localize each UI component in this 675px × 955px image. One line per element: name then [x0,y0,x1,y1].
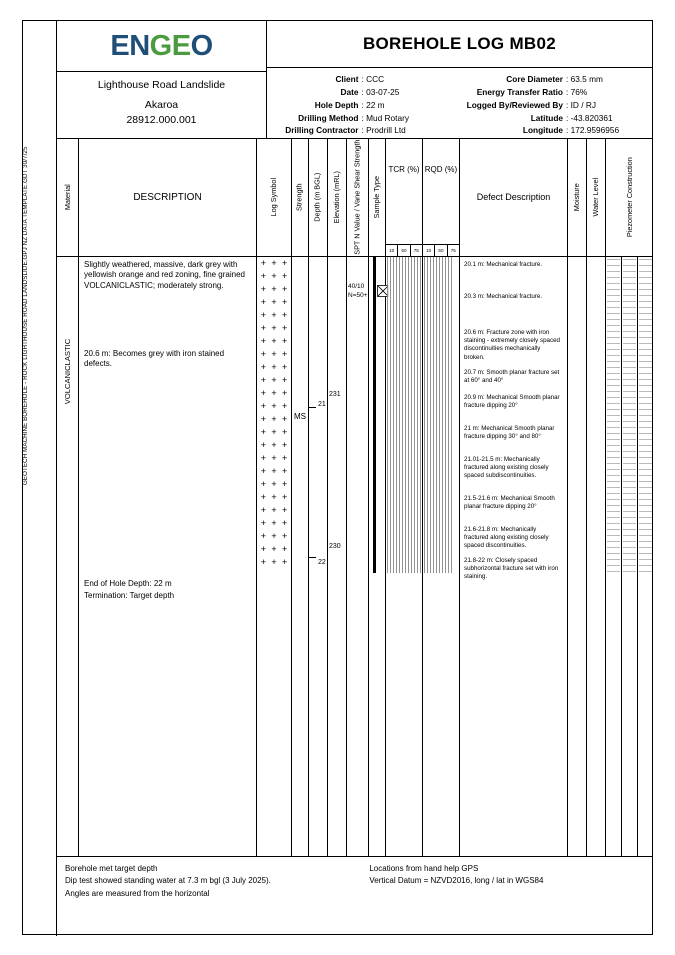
col-piezometer-1 [606,257,622,856]
colhead-water-level [587,139,606,256]
meta-value: : Prodrill Ltd [361,125,406,136]
depth-tick [309,407,316,408]
colhead-label: Elevation (mRL) [331,171,341,224]
colhead-material [57,139,79,256]
colhead-tcr [386,139,423,256]
header-site-block [57,71,266,138]
colhead-defect [460,139,568,256]
header [57,21,652,139]
col-rqd [423,257,460,856]
project-number: 28912.000.001 [126,114,197,126]
colhead-depth [309,139,328,256]
colhead-elevation [328,139,347,256]
meta-row [466,87,647,97]
col-material [57,257,79,856]
meta-value: : CCC [361,74,385,84]
colhead-label: Water Level [590,178,600,217]
colhead-label: DESCRIPTION [133,191,202,203]
site-name: Lighthouse Road Landslide [97,79,226,91]
footer-notes-left [57,857,361,934]
depth-tick-label: 21 [318,401,326,408]
colhead-label: RQD (%) [424,165,458,174]
colhead-label: Defect Description [476,192,551,203]
footer-notes-right [361,857,652,934]
defect-entry: 20.6 m: Fracture zone with iron staining - extremely closely spaced discontinuities mechanically broken. [464,329,560,361]
borehole-log-sheet [22,20,653,935]
depth-tick [309,557,316,558]
defect-entry: 20.7 m: Smooth planar fracture set at 60° and 40° [464,369,560,385]
colhead-description [79,139,257,256]
defect-entry: 21.6-21.8 m: Mechanically fractured along existing closely spaced discontinuities. [464,526,549,550]
meta-label: Longitude [522,125,563,136]
meta-row [273,113,454,123]
col-sample-type [369,257,386,856]
footer-note: Vertical Datum = NZVD2016, long / lat in WGS84 [369,876,544,886]
tcr-tick: 50 [398,245,410,256]
meta-row [273,87,454,97]
meta-label: Core Diameter [506,74,563,84]
tcr-fill [387,257,422,573]
piezo-pattern [639,257,653,573]
defect-entry: 20.1 m: Mechanical fracture. [464,261,543,268]
meta-value: : 76% [566,86,588,97]
colhead-rqd [423,139,460,256]
termination-text: Termination: Target depth [84,591,175,600]
meta-label: Logged By/Reviewed By [466,99,563,110]
colhead-label: Strength [294,183,304,212]
meta-value: : 22 m [361,99,385,110]
defect-entry: 20.3 m: Mechanical fracture. [464,293,543,300]
col-defect [460,257,568,856]
tcr-tick-row [386,244,422,256]
col-log-symbol [257,257,292,856]
defect-entry: 20.9 m: Mechanical Smooth planar fracture dipping 20° [464,394,560,410]
elevation-label: 230 [329,543,341,550]
col-elevation [328,257,347,856]
meta-label: Drilling Method [298,112,359,123]
meta-value: : 172.9596956 [566,125,620,136]
col-strength [292,257,309,856]
colhead-piezometer [606,139,654,256]
col-spt [347,257,369,856]
col-description [79,257,257,856]
footer-note: Borehole met target depth [65,864,158,873]
defect-entry: 21 m: Mechanical Smooth planar fracture dipping 30° and 80° [464,425,555,441]
colhead-sample-type [369,139,386,256]
meta-row [273,74,454,84]
header-right [267,21,652,138]
description-main: Slightly weathered, massive, dark grey with yellowish orange and red zoning, fine grained VOLCANICLASTIC; moderately strong. [84,260,245,290]
tcr-tick: 75 [413,248,419,253]
col-piezometer-3 [638,257,654,856]
colhead-spt [347,139,369,256]
colhead-label: Moisture [571,183,581,212]
meta-value: : ID / RJ [566,99,596,110]
material-label-wrap [57,338,78,405]
spt-value-secondary: N=50+ [348,292,368,299]
meta-label: Energy Transfer Ratio [476,86,563,97]
depth-tick-label: 22 [318,559,326,566]
meta-value: : 03-07-25 [361,86,400,97]
meta-label: Latitude [530,112,563,123]
meta-row [273,100,454,110]
meta-value: : Mud Rotary [361,112,409,123]
log-body [57,257,652,856]
strength-marker: MS [294,412,306,421]
file-path-sidetext: GEOTECH MACHINE BOREHOLE - ROCK LIGHTHOUSE ROAD LANDSLIDE.GPJ NZ DATA TEMPLATE.GDT 30/7/25 [22,146,29,485]
colhead-label: TCR (%) [388,165,420,174]
meta-row [466,100,647,110]
meta-label: Date [340,86,359,97]
colhead-strength [292,139,309,256]
rqd-fill [424,257,454,573]
piezo-pattern [607,257,620,573]
page-title: BOREHOLE LOG MB02 [267,21,652,68]
meta-row [466,125,647,135]
meta-label: Client [335,74,359,84]
footer-note: Dip test showed standing water at 7.3 m bgl (3 July 2025). [65,876,271,886]
meta-column-right [460,74,653,138]
engeo-logo [57,21,266,72]
footer-note: Angles are measured from the horizontal [65,888,210,898]
defect-entry: 21.5-21.6 m: Mechanical Smooth planar fracture dipping 20° [464,495,555,511]
colhead-log-symbol [257,139,292,256]
colhead-label: Sample Type [371,176,381,219]
end-of-hole-text: End of Hole Depth: 22 m [84,579,172,588]
colhead-moisture [568,139,587,256]
meta-column-left [267,74,460,138]
material-label: VOLCANICLASTIC [63,338,73,405]
defect-entry: 21.8-22 m: Closely spaced subhorizontal fracture set with iron staining. [464,557,559,581]
col-piezometer-2 [622,257,638,856]
column-header-band [57,139,652,257]
header-meta [267,68,652,138]
rqd-tick-row [423,244,459,256]
piezo-pattern [623,257,636,573]
elevation-label: 231 [329,391,341,398]
meta-value: : -43.820361 [566,112,613,123]
meta-row [466,74,647,84]
colhead-label: Piezometer Construction [624,157,634,238]
core-run-bar [373,257,376,573]
col-water-level [587,257,606,856]
meta-value: : 63.5 mm [566,74,603,84]
left-margin-strip [23,21,57,936]
colhead-label: Log Symbol [268,178,278,217]
footer-note: Locations from hand help GPS [369,864,479,873]
lithology-pattern: + + + + + + + + + + + + + + + + + + + + + + + + + + + + + + + + + + + + + + + + + + + + + + + + + + + + + + + + + + + + + + + + + + + + + + + + [260,258,288,567]
site-location: Akaroa [144,99,179,111]
tcr-tick: 10 [386,245,398,256]
meta-label: Drilling Contractor [285,125,359,136]
col-depth [309,257,328,856]
defect-entry: 21.01-21.5 m: Mechanically fractured along existing closely spaced subdiscontinuities. [464,456,549,480]
footer [57,856,652,934]
logo-text: ENGEO [110,29,213,62]
colhead-label: SPT N Value / Vane Shear Strength [352,139,362,256]
col-tcr [386,257,423,856]
col-moisture [568,257,587,856]
meta-label: Hole Depth [314,99,359,110]
description-second: 20.6 m: Becomes grey with iron stained defects. [84,349,225,369]
colhead-label: Material [62,184,72,211]
colhead-label: Depth (m BGL) [312,172,322,223]
meta-row [273,125,454,135]
rqd-tick: 75 [450,248,456,253]
header-left [57,21,267,138]
meta-row [466,113,647,123]
rqd-tick: 50 [435,245,447,256]
spt-value: 40/10 [348,283,365,290]
rqd-tick: 10 [423,245,435,256]
depth-scale [309,257,327,577]
